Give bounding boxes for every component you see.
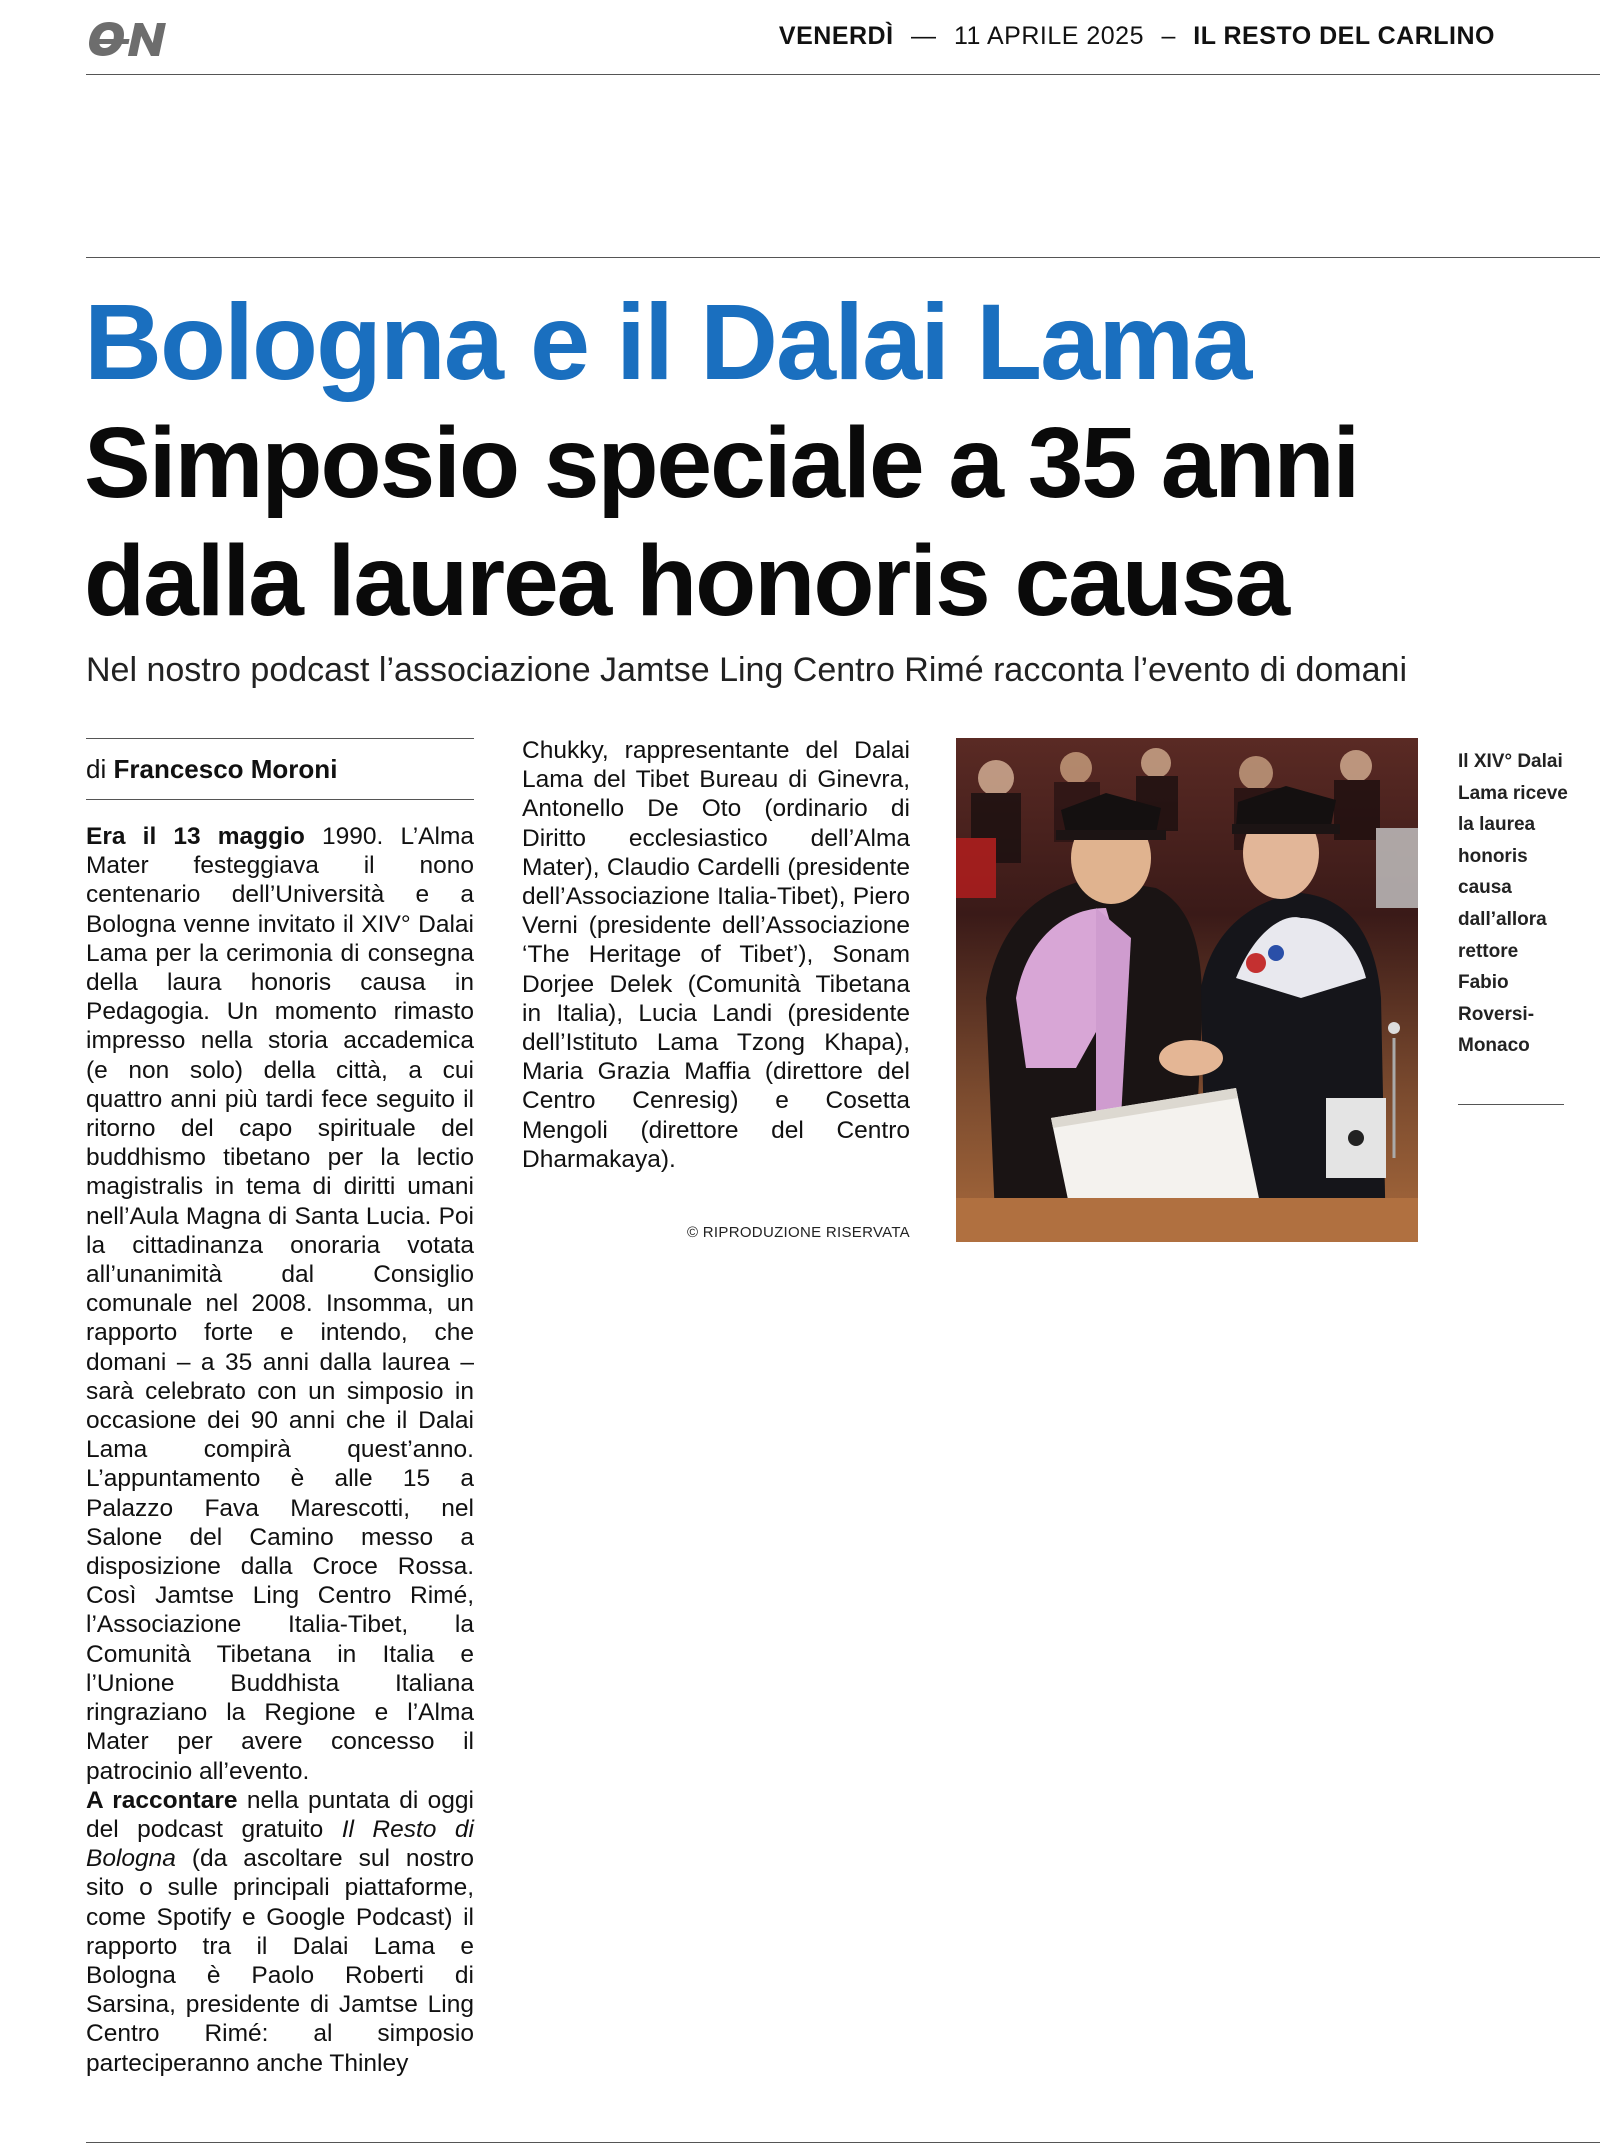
issue-date: 11 APRILE 2025	[953, 22, 1144, 50]
article-kicker: Bologna e il Dalai Lama	[84, 281, 1251, 402]
byline-prefix: di	[86, 754, 107, 784]
article-headline: Simposio speciale a 35 anni dalla laurea honoris causa	[84, 407, 1359, 637]
ceremony-photo	[956, 738, 1418, 1242]
masthead-separator: —	[911, 22, 937, 50]
footer-divider	[86, 2142, 1600, 2143]
article-paragraph: Chukky, rappresentante del Dalai Lama del Tibet Bureau di Ginevra, Antonello De Oto (ordinario di Diritto ecclesiastico dell’Alma Mater), Claudio Cardelli (presidente dell’Associazione Italia-Tibet), Piero Verni (presidente dell’Associazione ‘The Heritage of Tibet’), Sonam Dorjee Delek (Comunità Tibetana in Italia), Lucia Landi (presidente dell’Istituto Lama Tzong Khapa), Maria Grazia Maffia (direttore del Centro Cenresig) e Cosetta Mengoli (direttore del Centro Dharmakaya).	[522, 737, 910, 1173]
article-paragraph	[86, 1786, 474, 2078]
byline	[86, 738, 474, 800]
masthead	[500, 20, 1495, 52]
qn-logo	[86, 18, 176, 62]
article-column-1	[86, 822, 474, 2078]
photo-caption: Il XIV° Dalai Lama riceve la laurea honoris causa dall’allora rettore Fabio Roversi-Monaco	[1458, 751, 1568, 1057]
paragraph-lead: Era il 13 maggio	[86, 823, 305, 850]
paragraph-text: nella puntata di oggi del podcast gratuito	[86, 1786, 474, 1843]
headline-divider	[86, 257, 1600, 258]
masthead-separator: –	[1161, 22, 1176, 50]
qn-logo-mark	[86, 18, 176, 62]
newspaper-name: IL RESTO DEL CARLINO	[1193, 22, 1495, 50]
caption-divider	[1458, 1104, 1564, 1105]
article-subheadline: Nel nostro podcast l’associazione Jamtse Ling Centro Rimé racconta l’evento di domani	[86, 651, 1408, 689]
copyright-notice: © RIPRODUZIONE RISERVATA	[686, 1224, 910, 1241]
paragraph-text: 1990. L’Alma Mater festeggiava il nono centenario dell’Università e a Bologna venne invitato il XIV° Dalai Lama per la cerimonia di consegna della laura honoris causa in Pedagogia. Un momento rimasto impresso nella storia accademica (e non solo) della città, a cui quattro anni più tardi fece seguito il ritorno del capo spirituale del buddhismo tibetano per la lectio magistralis in tema di diritti umani nell’Aula Magna di Santa Lucia. Poi la cittadinanza onoraria votata all’unanimità dal Consiglio comunale nel 2008. Insomma, un rapporto forte e intendo, che domani – a 35 anni dalla laurea – sarà celebrato con un simposio in occasione dei 90 anni che il Dalai Lama compirà quest’anno. L’appuntamento è alle 15 a Palazzo Fava Marescotti, nel Salone del Camino messo a disposizione dalla Croce Rossa. Così Jamtse Ling Centro Rimé, l’Associazione Italia-Tibet, la Comunità Tibetana in Italia e l’Unione Buddhista Italiana ringraziano la Regione e l’Alma Mater per avere concesso il patrocinio all’evento.	[86, 823, 475, 1785]
issue-day: VENERDÌ	[778, 22, 894, 50]
author-name: Francesco Moroni	[113, 754, 338, 784]
podcast-title: Il Resto di Bologna	[86, 1815, 474, 1873]
paragraph-text: (da ascoltare sul nostro sito o sulle principali piattaforme, come Spotify e Google Podcast) il rapporto tra il Dalai Lama e Bologna è Paolo Roberti di Sarsina, presidente di Jamtse Ling Centro Rimé: al simposio parteciperanno anche Thinley	[86, 1845, 474, 2077]
article-photo	[956, 738, 1418, 1242]
article-column-2	[522, 736, 910, 1174]
header-divider	[86, 74, 1600, 75]
paragraph-lead: A raccontare	[86, 1786, 238, 1814]
article-paragraph	[86, 822, 474, 1786]
